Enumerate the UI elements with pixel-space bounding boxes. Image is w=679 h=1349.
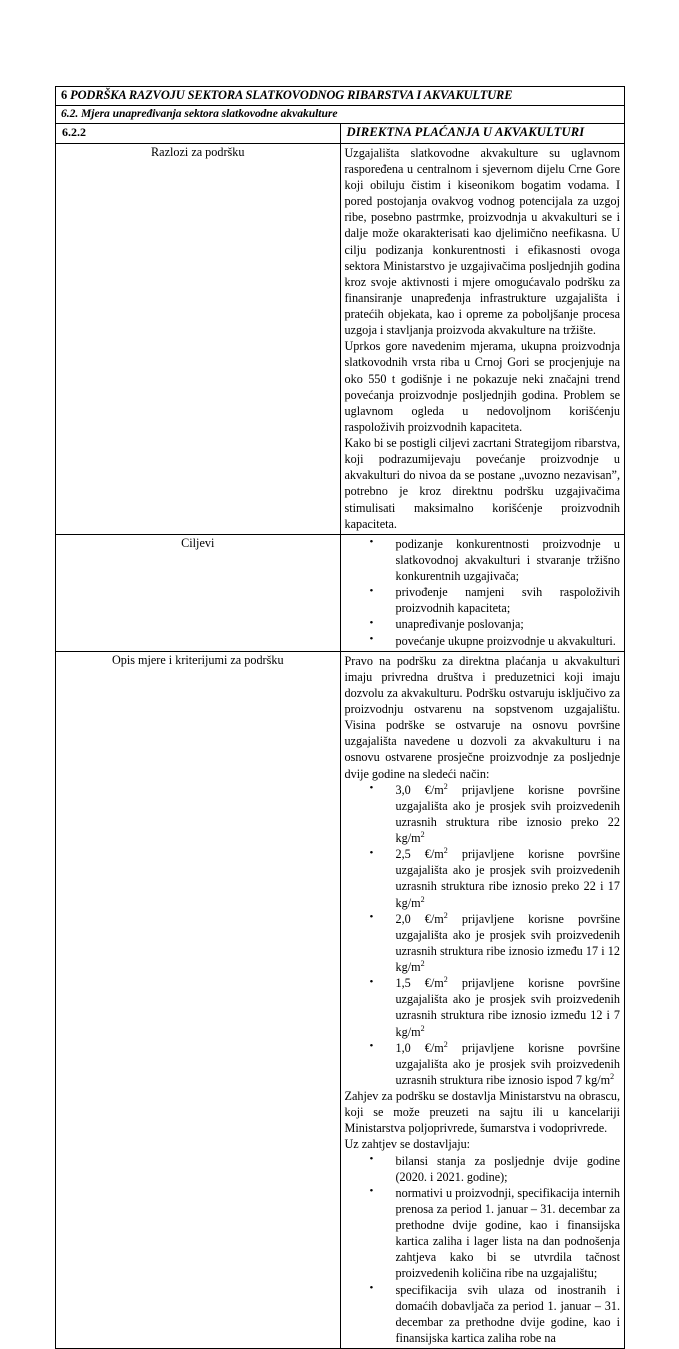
measure-title-cell: DIREKTNA PLAĆANJA U AKVAKULTURI: [340, 124, 625, 144]
rate-threshold-exponent: 2: [420, 958, 425, 968]
row-label-objectives: Ciljevi: [56, 534, 341, 651]
rate-threshold-exponent: 2: [610, 1071, 615, 1081]
rate-amount: 2,5 €/m: [395, 847, 444, 862]
description-intro: Pravo na podršku za direktna plaćanja u akvakulturi imaju privredna društva i preduzetnici koji imaju dozvolu za akvakulturu. Podršku ostvaruju isključivo za proizvodnju ostvarenu na sopstvenom uzgajalištu. Visina podrške se ostvaruje na osnovu površine uzgajališta navedene u dozvoli za akvakulturu i na osnovu ostvarene prosječne proizvodnje za posljednje dvije godine na sledeći način:: [344, 653, 620, 781]
support-rates-list: [345, 782, 621, 1088]
rate-threshold: uzrasnih struktura ribe iznosio preko 22 kg/m: [395, 814, 620, 846]
attachments-list: [345, 1153, 621, 1347]
list-item-rate: [345, 846, 621, 911]
row-content-objectives: [340, 534, 625, 651]
rate-threshold-exponent: 2: [420, 894, 425, 904]
objectives-list: [345, 536, 621, 649]
rate-threshold: uzrasnih struktura ribe iznosio preko 22 i 17 kg/m: [395, 879, 620, 910]
rate-condition: prijavljene korisne površine uzgajališta ako je prosjek svih proizvedenih: [395, 782, 620, 813]
list-item-rate: [345, 911, 621, 976]
list-item: • podizanje konkurentnosti proizvodnje u slatkovodnoj akvakulturi i stvaranje tržišno konkurentnih uzgajivača;: [345, 536, 621, 584]
rate-unit-exponent: 2: [443, 1039, 448, 1049]
paragraph-reasons-2: Uprkos gore navedenim mjerama, ukupna proizvodnja slatkovodnih vrsta riba u Crnoj Gori se procjenjuje na oko 550 t godišnje i ne pokazuje neki značajni trend povećanja proizvodnje posljednjih godina. Problem se uglavnom ogleda u nedovoljnom korišćenju raspoloživih proizvodnih kapaciteta.: [344, 339, 620, 434]
list-item-rate: [345, 782, 621, 847]
measure-table: [55, 86, 625, 1349]
section-header-cell: [56, 87, 625, 106]
rate-unit-exponent: 2: [443, 910, 448, 920]
application-paragraph: Zahjev za podršku se dostavlja Ministarstvu na obrascu, koji se može preuzeti na sajtu ili u kancelariji Ministarstva poljoprivrede, šumarstva i vodoprivrede.: [344, 1089, 620, 1136]
table-row-subsection-header: [56, 106, 625, 124]
rate-threshold: uzrasnih struktura ribe iznosio ispod 7 kg/m: [395, 1072, 611, 1087]
section-title: PODRŠKA RAZVOJU SEKTORA SLATKOVODNOG RIBARSTVA I AKVAKULTURE: [70, 88, 513, 102]
list-item: • povećanje ukupne proizvodnje u akvakulturi.: [345, 633, 621, 649]
rate-condition: prijavljene korisne površine uzgajališta ako je prosjek svih proizvedenih: [395, 847, 620, 878]
list-item: • bilansi stanja za posljednje dvije godine (2020. i 2021. godine);: [345, 1153, 621, 1185]
list-item-rate: [345, 1040, 621, 1088]
measure-number-cell: 6.2.2: [56, 124, 341, 144]
table-row-measure-title: [56, 124, 625, 144]
rate-condition: prijavljene korisne površine uzgajališta ako je prosjek svih proizvedenih: [395, 911, 620, 942]
table-row-section-header: [56, 87, 625, 106]
row-label-reasons: Razlozi za podršku: [56, 143, 341, 534]
rate-condition: prijavljene korisne površine uzgajališta ako je prosjek svih proizvedenih: [395, 1040, 620, 1071]
table-row-description: [56, 651, 625, 1348]
list-item-rate: [345, 975, 621, 1040]
subsection-header-cell: 6.2. Mjera unapređivanja sektora slatkovodne akvakulture: [56, 106, 625, 124]
rate-amount: 2,0 €/m: [395, 911, 444, 926]
attachments-intro: Uz zahtjev se dostavljaju:: [344, 1137, 471, 1152]
list-item: • specifikacija svih ulaza od inostranih i domaćih dobavljača za period 1. januar – 31. decembar za prethodne dvije godine, kao i finansijska kartica zaliha robe na: [345, 1282, 621, 1347]
table-row-objectives: [56, 534, 625, 651]
section-number: 6: [61, 88, 68, 102]
rate-threshold-exponent: 2: [420, 829, 425, 839]
rate-condition: prijavljene korisne površine uzgajališta ako je prosjek svih proizvedenih: [395, 976, 620, 1007]
rate-unit-exponent: 2: [443, 975, 448, 985]
table-row-reasons: [56, 143, 625, 534]
paragraph-reasons-3: Kako bi se postigli ciljevi zacrtani Strategijom ribarstva, koji podrazumijevaju povećanje proizvodnje u akvakulturi do nivoa da se postane „uvozno nezavisan”, potrebno je kroz direktnu podršku uzgajivačima stimulisati maksimalno korišćenje proizvodnih kapaciteta.: [344, 436, 620, 531]
rate-amount: 1,5 €/m: [395, 976, 444, 991]
row-content-reasons: [340, 143, 625, 534]
row-content-description: [340, 651, 625, 1348]
rate-amount: 3,0 €/m: [395, 782, 444, 797]
row-label-description: Opis mjere i kriterijumi za podršku: [56, 651, 341, 1348]
rate-unit-exponent: 2: [443, 781, 448, 791]
rate-threshold-exponent: 2: [420, 1023, 425, 1033]
list-item: • privođenje namjeni svih raspoloživih proizvodnih kapaciteta;: [345, 584, 621, 616]
paragraph-reasons-1: Uzgajališta slatkovodne akvakulture su uglavnom raspoređena u centralnom i sjevernom dijelu Crne Gore koji obiluju čistim i kiseonikom bogatim vodama. I pored postojanja ovakvog vodnog potencijala za uzgoj ribe, posebno pastrmke, proizvodnja u akvakulturi se i dalje može okarakterisati kao djelimično neefikasna. U cilju podizanja konkurentnosti i efikasnosti ovoga sektora Ministarstvo je uzgajivačima posljednjih godina kroz svoje aktivnosti i mjere omogućavalo podršku za finansiranje unapređenja infrastrukture uzgajališta i pratećih objekata, kao i opreme za poboljšanje procesa uzgoja i stavljanja proizvoda akvakulture na tržište.: [344, 145, 620, 338]
rate-threshold: uzrasnih struktura ribe iznosio između 12 i 7 kg/m: [395, 1008, 620, 1039]
rate-threshold: uzrasnih struktura ribe iznosio između 17 i 12 kg/m: [395, 943, 620, 975]
list-item: • normativi u proizvodnji, specifikacija internih prenosa za period 1. januar – 31. decembar za prethodne dvije godine, kao i finansijska kartica zaliha i lager lista na dan podnošenja zahtjeva kako bi se utvrdila tačnost proizvedenih količina ribe na uzgajalištu;: [345, 1185, 621, 1282]
rate-amount: 1,0 €/m: [395, 1040, 444, 1055]
rate-unit-exponent: 2: [443, 846, 448, 856]
list-item: • unapređivanje poslovanja;: [345, 616, 621, 632]
